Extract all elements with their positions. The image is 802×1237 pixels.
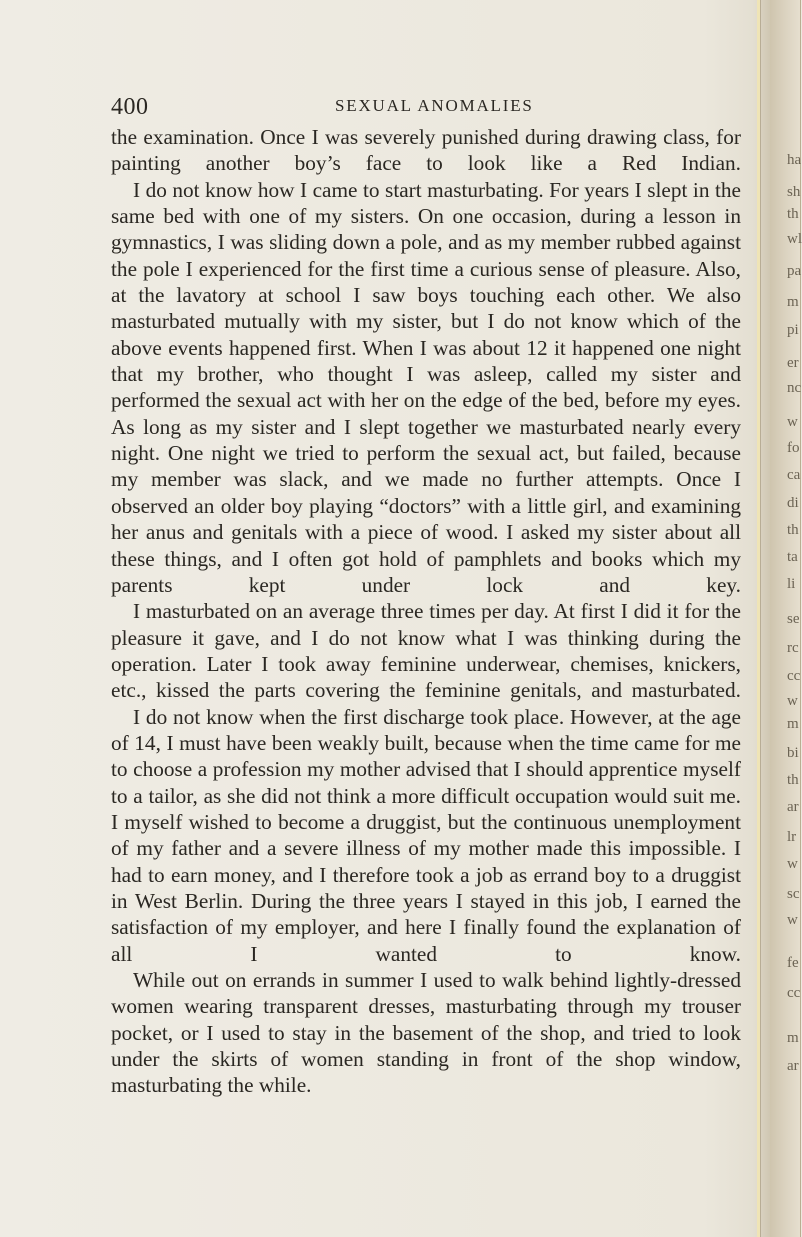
facing-page-fragment: ar [787, 1058, 799, 1074]
facing-page-fragment: di [787, 495, 799, 511]
facing-page-fragment: rc [787, 640, 799, 656]
facing-page-fragment: er [787, 355, 799, 371]
paragraph: I do not know how I came to start masturbating. For years I slept in the same bed with one of my sisters. On one occasion, during a lesson in gymnastics, I was sliding down a pole, and as my member rubbed against the pole I experienced for the first time a curious sense of pleasure. Also, at the lavatory at school I saw boys touching each other. We also masturbated mutually with my sister, but I do not know which of the above events happened first. When I was about 12 it happened one night that my brother, who thought I was asleep, called my sister and performed the sexual act with her on the edge of the bed, before my eyes. As long as my sister and I slept together we masturbated nearly every night. One night we tried to perform the sexual act, but failed, because my member was slack, and we made no further attempts. Once I observed an older boy playing “doctors” with a little girl, and examining her anus and genitals with a piece of wood. I asked my sister about all these things, and I often got hold of pamphlets and books which my parents kept under lock and key. [111, 177, 741, 597]
facing-page-fragment: pi [787, 322, 799, 338]
facing-page-fragment: th [787, 206, 799, 222]
paragraph: the examination. Once I was severely punished during drawing class, for painting another boy’s face to look like a Red Indian. [111, 125, 741, 176]
facing-page-fragment: pa [787, 263, 802, 279]
facing-page-fragment: ar [787, 799, 799, 815]
facing-page-fragment: w [787, 414, 798, 430]
paragraph: While out on errands in summer I used to walk behind lightly-dressed women wearing transparent dresses, masturbating through my trouser pocket, or I used to stay in the basement of the shop, and tried to look under the skirts of women standing in front of the shop window, masturbating the while. [111, 968, 741, 1098]
facing-page-fragment: th [787, 522, 799, 538]
facing-page-fragment: cc [787, 668, 801, 684]
paragraph: I masturbated on an average three times per day. At first I did it for the pleasure it gave, and I do not know what I was thinking during the operation. Later I took away feminine underwear, chemises, knickers, etc., kissed the parts covering the feminine genitals, and masturbated. [111, 599, 741, 703]
facing-page-fragment: sc [787, 886, 800, 902]
facing-page-fragment: fo [787, 440, 800, 456]
paragraph: I do not know when the first discharge took place. However, at the age of 14, I must have been weakly built, because when the time came for me to choose a profession my mother advised that I should apprentice myself to a tailor, as she did not think a more difficult occupation would suit me. I myself wished to become a druggist, but the continuous unemployment of my father and a severe illness of my mother made this impossible. I had to earn money, and I therefore took a job as errand boy to a druggist in West Berlin. During the three years I stayed in this job, I earned the satisfaction of my employer, and here I finally found the explanation of all I wanted to know. [111, 704, 741, 966]
facing-page-fragment: lr [787, 829, 797, 845]
facing-page-fragment: m [787, 1030, 799, 1046]
facing-page-fragment: wl [787, 231, 802, 247]
page-header [111, 92, 741, 122]
page-number: 400 [111, 94, 149, 120]
running-head: SEXUAL ANOMALIES [335, 96, 534, 115]
facing-page-fragment: se [787, 611, 800, 627]
facing-page-fragment: ta [787, 549, 798, 565]
facing-page-fragment: m [787, 716, 799, 732]
facing-page-fragment: li [787, 576, 796, 592]
facing-page-fragment: fe [787, 955, 799, 971]
facing-page-fragment: ca [787, 467, 801, 483]
body-text [111, 124, 741, 1099]
facing-page-fragment: w [787, 912, 798, 928]
facing-page-fragment: w [787, 693, 798, 709]
facing-page-fragment: th [787, 772, 799, 788]
facing-page-fragment: cc [787, 985, 801, 1001]
facing-page-fragment: m [787, 294, 799, 310]
facing-page-fragment: sh [787, 184, 801, 200]
facing-page-fragment: bi [787, 745, 799, 761]
facing-page-fragment: w [787, 856, 798, 872]
facing-page-fragment: nc [787, 380, 802, 396]
facing-page-fragment: ha [787, 152, 802, 168]
